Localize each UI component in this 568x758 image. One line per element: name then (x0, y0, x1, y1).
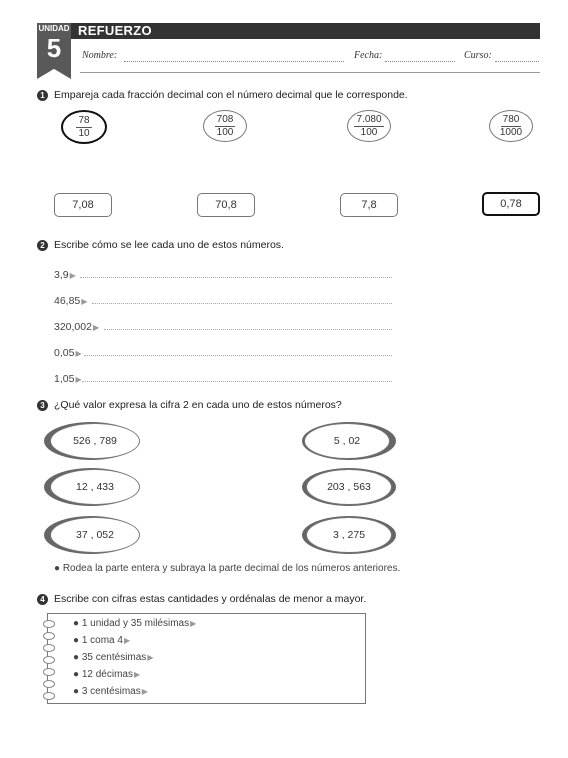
fraction-2-denominator: 100 (216, 126, 234, 138)
bullet-icon: ● (73, 686, 80, 697)
list-item (73, 618, 196, 629)
answer-line-2[interactable] (92, 302, 392, 304)
arrow-icon: ▶ (133, 670, 141, 679)
answer-line-1[interactable] (80, 276, 392, 278)
list-item (73, 669, 140, 680)
arrow-icon: ▶ (75, 349, 82, 358)
reading-number: 3,9 (54, 269, 69, 281)
number-oval-1[interactable]: 526 , 789 (50, 423, 140, 459)
list-item-text: 1 coma 4 (81, 635, 123, 646)
list-item-text: 1 unidad y 35 milésimas (81, 618, 190, 629)
bullet-icon: ● (73, 669, 80, 680)
reading-number: 46,85 (54, 295, 81, 307)
bullet-icon: ● (73, 652, 80, 663)
spiral-ring-icon (43, 680, 55, 688)
course-field[interactable] (495, 60, 539, 62)
fraction-3[interactable] (347, 110, 391, 142)
header-divider (80, 72, 540, 73)
bullet-icon: ● (54, 563, 61, 574)
fraction-3-denominator: 100 (360, 126, 378, 138)
fraction-4-denominator: 1000 (499, 126, 523, 138)
fraction-4-numerator: 780 (502, 113, 520, 125)
arrow-icon: ▶ (69, 271, 76, 280)
arrow-icon: ▶ (141, 687, 148, 696)
date-label: Fecha: (354, 50, 383, 61)
list-item (73, 652, 153, 663)
arrow-icon: ▶ (75, 375, 82, 384)
arrow-icon: ▶ (190, 619, 197, 628)
spiral-ring-icon (43, 668, 55, 676)
number-oval-5[interactable]: 37 , 052 (50, 517, 140, 553)
spiral-ring-icon (43, 656, 55, 664)
answer-line-3[interactable] (104, 328, 392, 330)
date-field[interactable] (385, 60, 455, 62)
fraction-1-denominator: 10 (78, 127, 90, 139)
arrow-icon: ▶ (123, 636, 131, 645)
unit-number: 5 (46, 33, 62, 63)
reading-number: 320,002 (54, 321, 92, 333)
question-1-text: Empareja cada fracción decimal con el número decimal que le corresponde. (54, 89, 408, 101)
question-number-3: 3 (37, 400, 48, 411)
fraction-4[interactable] (489, 110, 533, 142)
answer-line-4[interactable] (84, 354, 392, 356)
number-oval-6[interactable]: 3 , 275 (306, 517, 392, 553)
spiral-ring-icon (43, 632, 55, 640)
list-item-text: 35 centésimas (81, 652, 147, 663)
reading-number: 0,05 (54, 347, 75, 359)
page-title: REFUERZO (78, 23, 152, 38)
instruction-note (54, 563, 400, 574)
answer-line-5[interactable] (82, 380, 392, 382)
unit-label: UNIDAD (38, 24, 70, 33)
decimal-box-3[interactable]: 7,8 (340, 193, 398, 217)
fraction-1-numerator: 78 (78, 114, 90, 126)
decimal-box-2[interactable]: 70,8 (197, 193, 255, 217)
reading-row-3 (54, 317, 99, 335)
fraction-2[interactable] (203, 110, 247, 142)
number-oval-3[interactable]: 12 , 433 (50, 469, 140, 505)
question-3-text: ¿Qué valor expresa la cifra 2 en cada uno de estos números? (54, 399, 342, 411)
spiral-ring-icon (43, 692, 55, 700)
list-item-text: 12 décimas (81, 669, 133, 680)
question-number-1: 1 (37, 90, 48, 101)
decimal-box-1[interactable]: 7,08 (54, 193, 112, 217)
question-number-4: 4 (37, 594, 48, 605)
bullet-icon: ● (73, 635, 80, 646)
arrow-icon: ▶ (147, 653, 154, 662)
list-item (73, 635, 130, 646)
name-field[interactable] (124, 60, 344, 62)
list-item-text: 3 centésimas (81, 686, 141, 697)
list-item (73, 686, 148, 697)
fraction-1[interactable] (61, 110, 107, 144)
arrow-icon: ▶ (81, 297, 88, 306)
bullet-icon: ● (73, 618, 80, 629)
reading-number: 1,05 (54, 373, 75, 385)
arrow-icon: ▶ (92, 323, 100, 332)
course-label: Curso: (464, 50, 492, 61)
fraction-3-numerator: 7.080 (356, 113, 382, 125)
reading-row-4 (54, 343, 82, 361)
question-4-text: Escribe con cifras estas cantidades y ordénalas de menor a mayor. (54, 593, 367, 605)
spiral-ring-icon (43, 644, 55, 652)
number-oval-4[interactable]: 203 , 563 (306, 469, 392, 505)
question-2-text: Escribe cómo se lee cada uno de estos números. (54, 239, 284, 251)
decimal-box-4[interactable]: 0,78 (482, 192, 540, 216)
fraction-2-numerator: 708 (216, 113, 234, 125)
reading-row-5 (54, 369, 82, 387)
spiral-ring-icon (43, 620, 55, 628)
reading-row-2 (54, 291, 87, 309)
reading-row-1 (54, 265, 76, 283)
number-oval-2[interactable]: 5 , 02 (304, 423, 390, 459)
instruction-note-text: Rodea la parte entera y subraya la parte decimal de los números anteriores. (62, 563, 401, 574)
name-label: Nombre: (82, 50, 118, 61)
question-number-2: 2 (37, 240, 48, 251)
